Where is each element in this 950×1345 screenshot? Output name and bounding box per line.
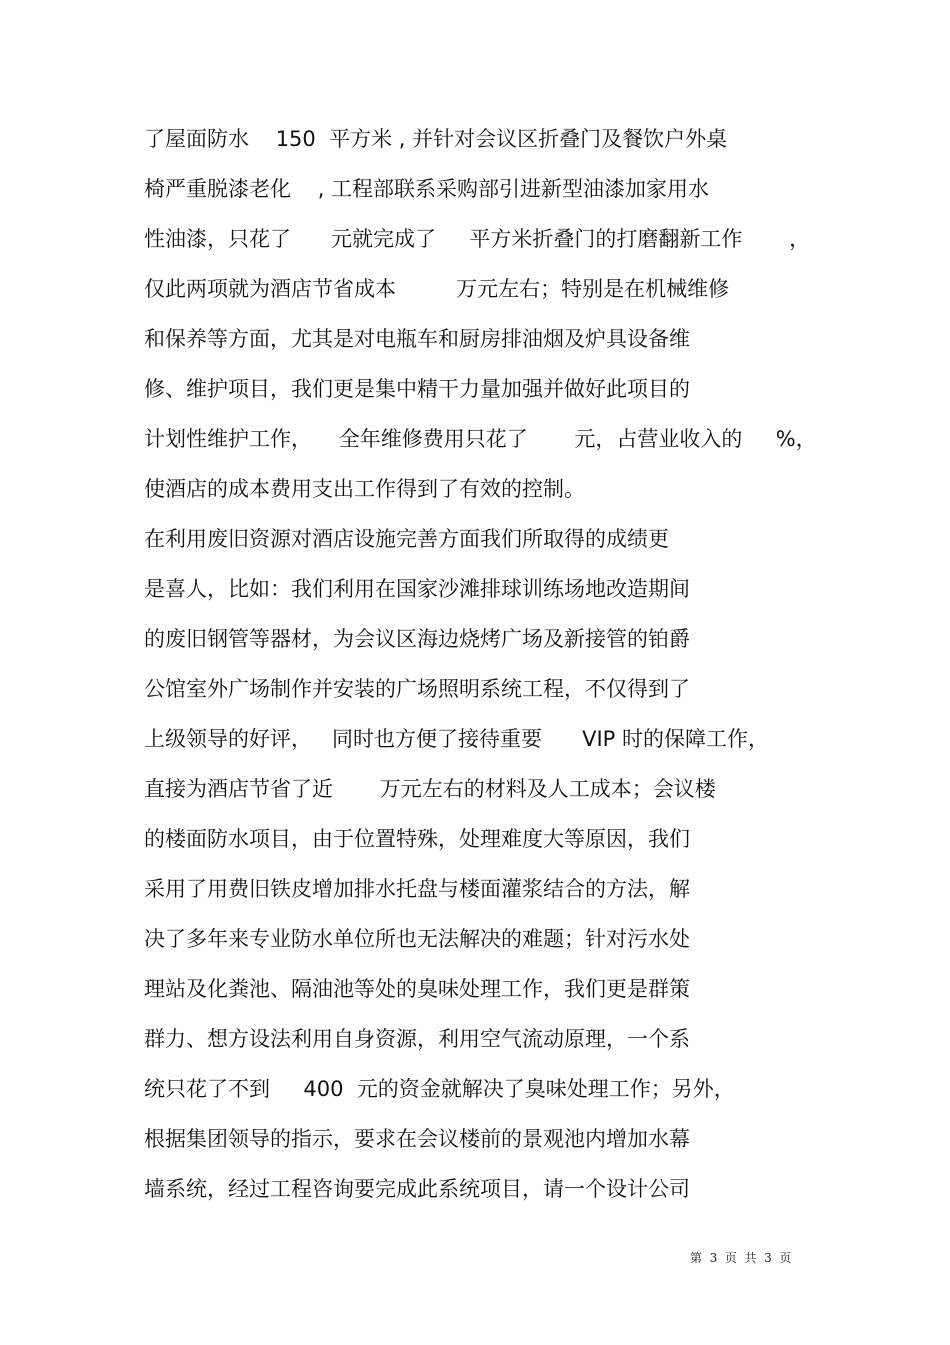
text-line-3: 性油漆，只花了 元就完成了 平方米折叠门的打磨翻新工作 ， xyxy=(144,227,811,251)
text-line-22: 墙系统，经过工程咨询要完成此系统项目，请一个设计公司 xyxy=(144,1177,690,1201)
page-number-footer: 第 3 页 共 3 页 xyxy=(690,1251,792,1265)
text-line-16: 采用了用费旧铁皮增加排水托盘与楼面灌浆结合的方法，解 xyxy=(144,877,690,901)
text-line-18: 理站及化粪池、隔油池等处的臭味处理工作，我们更是群策 xyxy=(144,977,690,1001)
text-line-7: 计划性维护工作， 全年维修费用只花了 元，占营业收入的 %， xyxy=(144,427,817,451)
text-line-8: 使酒店的成本费用支出工作得到了有效的控制。 xyxy=(144,477,585,501)
text-line-5: 和保养等方面，尤其是对电瓶车和厨房排油烟及炉具设备维 xyxy=(144,327,690,351)
text-line-11: 的废旧钢管等器材，为会议区海边烧烤广场及新接管的铂爵 xyxy=(144,627,690,651)
text-line-15: 的楼面防水项目，由于位置特殊，处理难度大等原因，我们 xyxy=(144,827,690,851)
text-line-2: 椅严重脱漆老化 , 工程部联系采购部引进新型油漆加家用水 xyxy=(144,177,710,201)
text-line-20: 统只花了不到 400 元的资金就解决了臭味处理工作；另外， xyxy=(144,1077,735,1101)
text-line-13: 上级领导的好评， 同时也方便了接待重要 VIP 时的保障工作， xyxy=(144,727,769,751)
text-line-1: 了屋面防水 150 平方米 , 并针对会议区折叠门及餐饮户外桌 xyxy=(144,127,728,151)
text-line-19: 群力、想方设法利用自身资源，利用空气流动原理，一个系 xyxy=(144,1027,690,1051)
text-line-12: 公馆室外广场制作并安装的广场照明系统工程，不仅得到了 xyxy=(144,677,690,701)
text-line-9: 在利用废旧资源对酒店设施完善方面我们所取得的成绩更 xyxy=(144,527,669,551)
text-line-10: 是喜人，比如：我们利用在国家沙滩排球训练场地改造期间 xyxy=(144,577,690,601)
text-line-17: 决了多年来专业防水单位所也无法解决的难题；针对污水处 xyxy=(144,927,690,951)
text-line-4: 仅此两项就为酒店节省成本 万元左右；特别是在机械维修 xyxy=(144,277,730,301)
text-line-6: 修、维护项目，我们更是集中精干力量加强并做好此项目的 xyxy=(144,377,690,401)
text-line-14: 直接为酒店节省了近 万元左右的材料及人工成本；会议楼 xyxy=(144,777,716,801)
text-line-21: 根据集团领导的指示，要求在会议楼前的景观池内增加水幕 xyxy=(144,1127,690,1151)
